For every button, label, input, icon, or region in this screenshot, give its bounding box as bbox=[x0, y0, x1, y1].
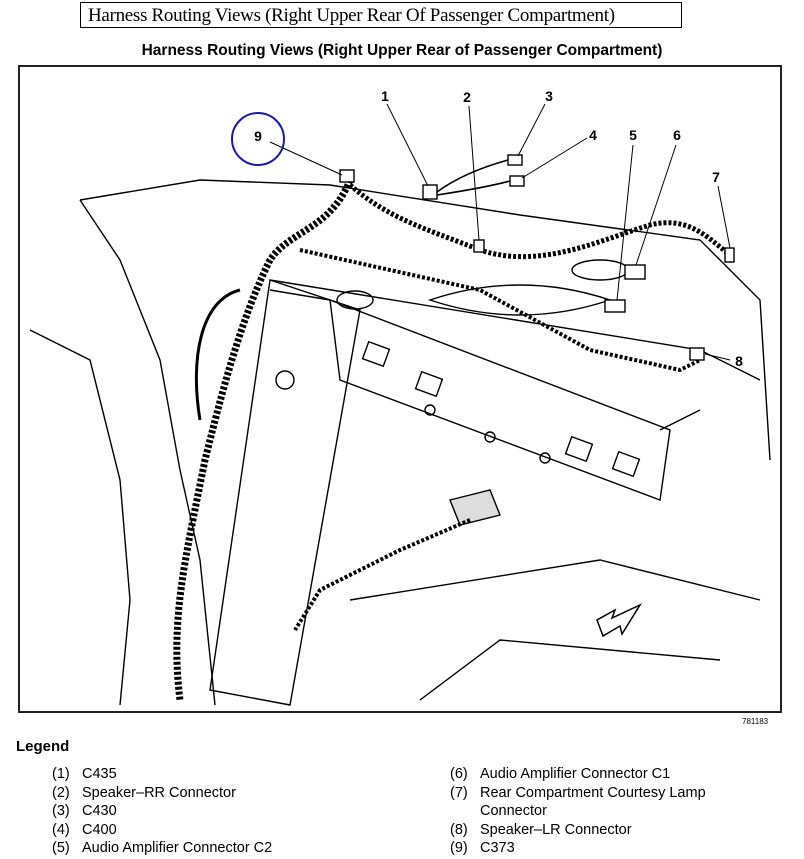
connector-amp-c1 bbox=[625, 265, 645, 279]
legend-column-left bbox=[52, 765, 272, 858]
left-pillar bbox=[80, 200, 215, 705]
callout-9: 9 bbox=[254, 128, 262, 144]
legend-heading: Legend bbox=[16, 738, 70, 755]
legend-item: (2) Speaker–RR Connector bbox=[52, 784, 236, 801]
page-title: Harness Routing Views (Right Upper Rear Of Passenger Compartment) bbox=[80, 2, 682, 28]
trunk-floor bbox=[350, 560, 760, 700]
connector-c430 bbox=[508, 155, 522, 165]
callout-1: 1 bbox=[381, 88, 389, 104]
legend-item: (9) C373 bbox=[450, 840, 515, 856]
connector-speaker-rr bbox=[474, 240, 484, 252]
leader-lines bbox=[270, 104, 730, 360]
connector-amp-c2 bbox=[605, 300, 625, 312]
legend-column-right bbox=[450, 765, 740, 858]
legend-item: (1) C435 bbox=[52, 766, 117, 782]
legend-item: (3) C430 bbox=[52, 803, 117, 819]
quarter-panel bbox=[30, 330, 130, 705]
figure-title: Harness Routing Views (Right Upper Rear of Passenger Compartment) bbox=[141, 42, 663, 59]
cross-beam bbox=[330, 300, 670, 500]
legend-item: (8) Speaker–LR Connector bbox=[450, 821, 632, 838]
connector-c435 bbox=[423, 185, 437, 199]
callout-4: 4 bbox=[589, 127, 597, 143]
shelf-front bbox=[270, 280, 760, 380]
legend-item: (7) Rear Compartment Courtesy Lamp Connector bbox=[450, 784, 706, 819]
trunk-pad bbox=[450, 490, 500, 525]
callout-8: 8 bbox=[735, 353, 743, 369]
upper-harness bbox=[350, 185, 730, 257]
callout-2: 2 bbox=[463, 89, 471, 105]
callout-7: 7 bbox=[712, 169, 720, 185]
vertical-brace bbox=[210, 280, 360, 705]
main-harness bbox=[177, 180, 350, 700]
callout-3: 3 bbox=[545, 88, 553, 104]
legend-item: (5) Audio Amplifier Connector C2 bbox=[52, 840, 273, 856]
legend-item: (4) C400 bbox=[52, 821, 117, 838]
front-direction-arrow bbox=[597, 605, 640, 636]
trunk-harness bbox=[295, 520, 470, 630]
legend-item: (6) Audio Amplifier Connector C1 bbox=[450, 766, 671, 782]
callout-5: 5 bbox=[629, 127, 637, 143]
figure-number: 781183 bbox=[742, 717, 769, 726]
connector-lamp bbox=[725, 248, 734, 262]
connector-speaker-lr bbox=[690, 348, 704, 360]
connector-c373 bbox=[340, 170, 354, 182]
callout-6: 6 bbox=[673, 127, 681, 143]
